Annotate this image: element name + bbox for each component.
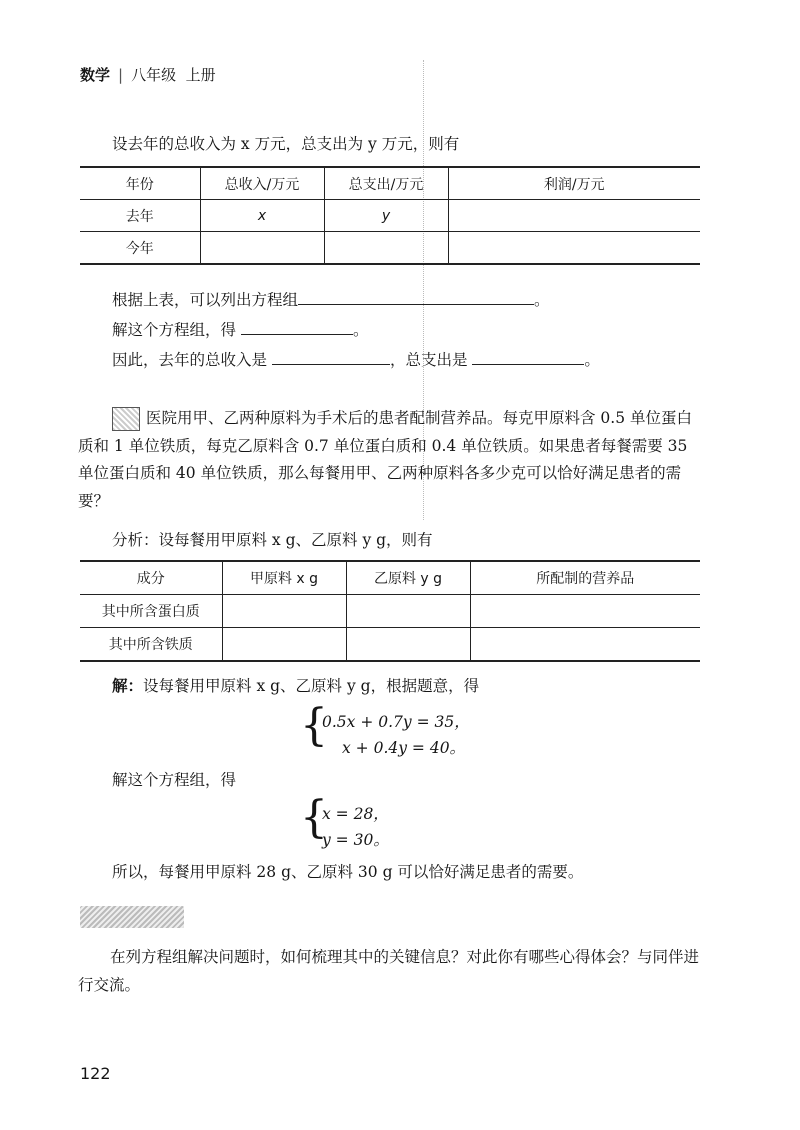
page-number: 122: [80, 1064, 111, 1083]
table-cell: [448, 200, 700, 232]
table-header-row: [80, 167, 700, 200]
equation-brace: {: [300, 700, 328, 751]
think-paragraph: 在列方程组解决问题时，如何梳理其中的关键信息？对此你有哪些心得体会？与同伴进行交流。: [78, 948, 700, 994]
table-header-cell: 甲原料 x g: [222, 561, 346, 595]
fill-line-text: 解这个方程组，得: [112, 321, 237, 339]
table-row: [80, 200, 700, 232]
conclusion-line: 所以，每餐用甲原料 28 g、乙原料 30 g 可以恰好满足患者的需要。: [112, 863, 584, 881]
analysis-line: 分析：设每餐用甲原料 x g、乙原料 y g，则有: [112, 531, 433, 549]
table-cell: [324, 232, 448, 265]
table-cell: [222, 595, 346, 628]
example-paragraph: [78, 405, 700, 515]
table-cell: [346, 595, 470, 628]
equation-2: x + 0.4y = 40。: [342, 739, 466, 757]
table-row: [80, 595, 700, 628]
solution-label: 解：: [112, 676, 144, 695]
table-header-cell: 成分: [80, 561, 222, 595]
fill-line-end: 。: [534, 291, 550, 309]
table-header-cell: 年份: [80, 167, 200, 200]
fill-line-text: ，总支出是: [389, 351, 468, 369]
table-row: [80, 232, 700, 265]
page-header: [80, 64, 216, 85]
example-text: 医院用甲、乙两种原料为手术后的患者配制营养品。每克甲原料含 0.5 单位蛋白质和 1 单位铁质，每克乙原料含 0.7 单位蛋白质和 0.4 单位铁质。如果患者每餐需要 35 单位蛋白质和 40 单位铁质，那么每餐用甲、乙两种原料各多少克可以恰好满足患者的需要？: [78, 409, 693, 510]
table-header-cell: 利润/万元: [448, 167, 700, 200]
intro-line: 设去年的总收入为 x 万元，总支出为 y 万元，则有: [112, 135, 460, 153]
table-row: [80, 628, 700, 662]
table-cell: [470, 595, 700, 628]
table-cell: [200, 232, 324, 265]
table-header-row: [80, 561, 700, 595]
fill-line-end: 。: [352, 321, 369, 339]
fill-line-text: 因此，去年的总收入是: [112, 351, 268, 369]
fill-line-text: 根据上表，可以列出方程组: [112, 291, 299, 309]
table-cell: 其中所含蛋白质: [80, 595, 222, 628]
result-2: y = 30。: [322, 831, 389, 849]
fill-line-equations: [112, 290, 550, 310]
volume-label: 上册: [185, 66, 216, 84]
header-separator: |: [118, 66, 124, 84]
solution-text: 设每餐用甲原料 x g、乙原料 y g，根据题意，得: [143, 677, 480, 695]
think-icon: [80, 906, 184, 928]
table-cell: 其中所含铁质: [80, 628, 222, 662]
fill-line-end: 。: [584, 351, 600, 369]
table-cell: x: [200, 200, 324, 232]
fill-line-totals: [112, 350, 600, 370]
book-label: 八年级: [131, 66, 177, 84]
table-cell: [346, 628, 470, 662]
income-expense-table: [80, 166, 700, 265]
result-brace: {: [300, 792, 328, 843]
solve-line: 解这个方程组，得: [112, 771, 237, 789]
answer-blank: [472, 350, 584, 365]
table-header-cell: 总收入/万元: [200, 167, 324, 200]
table-header-cell: 总支出/万元: [324, 167, 448, 200]
subject-label: 数学: [80, 66, 111, 84]
result-1: x = 28，: [322, 805, 389, 823]
solution-line: [112, 676, 479, 696]
table-cell: y: [324, 200, 448, 232]
answer-blank: [241, 320, 353, 335]
table-header-cell: 乙原料 y g: [346, 561, 470, 595]
answer-blank: [272, 350, 390, 365]
example-icon: [112, 407, 140, 431]
answer-blank: [298, 290, 534, 305]
table-cell: [448, 232, 700, 265]
table-cell: [470, 628, 700, 662]
table-cell: 今年: [80, 232, 200, 265]
table-cell: [222, 628, 346, 662]
table-header-cell: 所配制的营养品: [470, 561, 700, 595]
fill-line-solution: [112, 320, 368, 340]
nutrition-table: [80, 560, 700, 662]
table-cell: 去年: [80, 200, 200, 232]
equation-1: 0.5x + 0.7y = 35，: [322, 713, 470, 731]
